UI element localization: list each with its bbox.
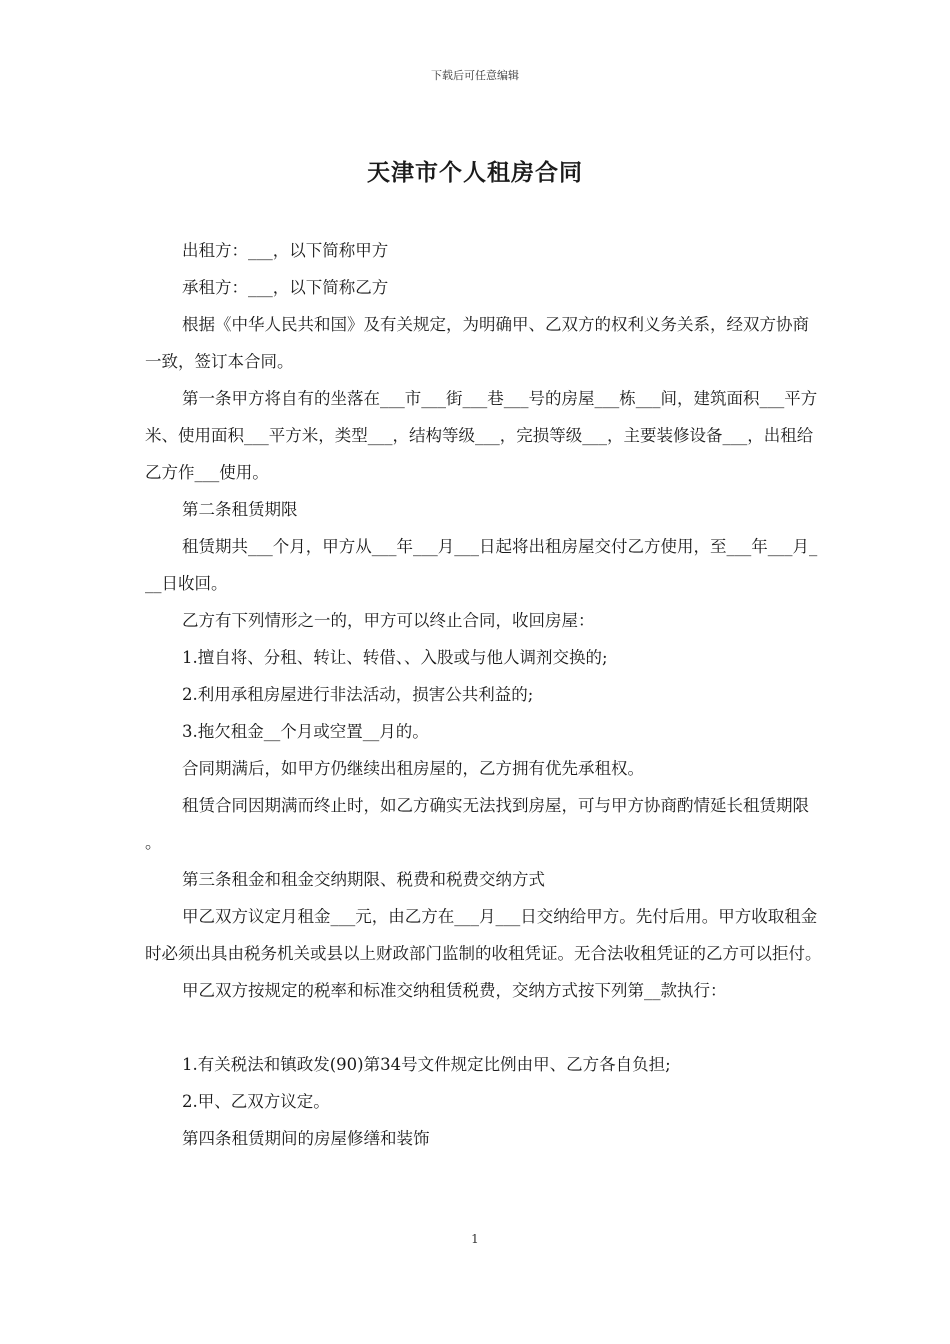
paragraph-termination-item-3: 3.拖欠租金__个月或空置__月的。 [182, 722, 429, 741]
paragraph-priority-right: 合同期满后，如甲方仍继续出租房屋的，乙方拥有优先承租权。 [182, 759, 644, 778]
page-number: 1 [471, 1232, 479, 1246]
document-body [145, 232, 825, 1157]
paragraph-preamble: 根据《中华人民共和国》及有关规定，为明确甲、乙双方的权利义务关系，经双方协商一致，签订本合同。 [145, 315, 809, 371]
paragraph-rent-payment: 甲乙双方议定月租金___元，由乙方在___月___日交纳给甲方。先付后用。甲方收取租金时必须出具由税务机关或县以上财政部门监制的收租凭证。无合法收租凭证的乙方可以拒付。 [145, 907, 822, 963]
paragraph-extension: 租赁合同因期满而终止时，如乙方确实无法找到房屋，可与甲方协商酌情延长租赁期限。 [145, 796, 809, 852]
paragraph-article-4-heading: 第四条租赁期间的房屋修缮和装饰 [182, 1129, 430, 1148]
paragraph-termination-item-1: 1.擅自将、分租、转让、转借、、入股或与他人调剂交换的; [182, 648, 608, 667]
paragraph-termination-item-2: 2.利用承租房屋进行非法活动，损害公共利益的; [182, 685, 534, 704]
paragraph-article-2-heading: 第二条租赁期限 [182, 500, 298, 519]
paragraph-tax-item-2: 2.甲、乙双方议定。 [182, 1092, 330, 1111]
document-title: 天津市个人租房合同 [367, 159, 583, 186]
header-note: 下载后可任意编辑 [431, 69, 519, 82]
paragraph-blank [145, 1009, 825, 1046]
paragraph-article-1: 第一条甲方将自有的坐落在___市___街___巷___号的房屋___栋___间，建筑面积___平方米、使用面积___平方米，类型___，结构等级___，完损等级___，主要装修设备___，出租给乙方作___使用。 [145, 389, 818, 482]
paragraph-lessor: 出租方：___，以下简称甲方 [182, 241, 389, 260]
paragraph-tax-payment: 甲乙双方按规定的税率和标准交纳租赁税费，交纳方式按下列第__款执行： [182, 981, 727, 1000]
paragraph-termination-intro: 乙方有下列情形之一的，甲方可以终止合同，收回房屋： [182, 611, 595, 630]
paragraph-article-3-heading: 第三条租金和租金交纳期限、税费和税费交纳方式 [182, 870, 545, 889]
paragraph-lessee: 承租方：___，以下简称乙方 [182, 278, 389, 297]
paragraph-lease-term: 租赁期共___个月，甲方从___年___月___日起将出租房屋交付乙方使用，至___年___月___日收回。 [145, 537, 818, 593]
paragraph-tax-item-1: 1.有关税法和镇政发(90)第34号文件规定比例由甲、乙方各自负担; [182, 1055, 671, 1074]
